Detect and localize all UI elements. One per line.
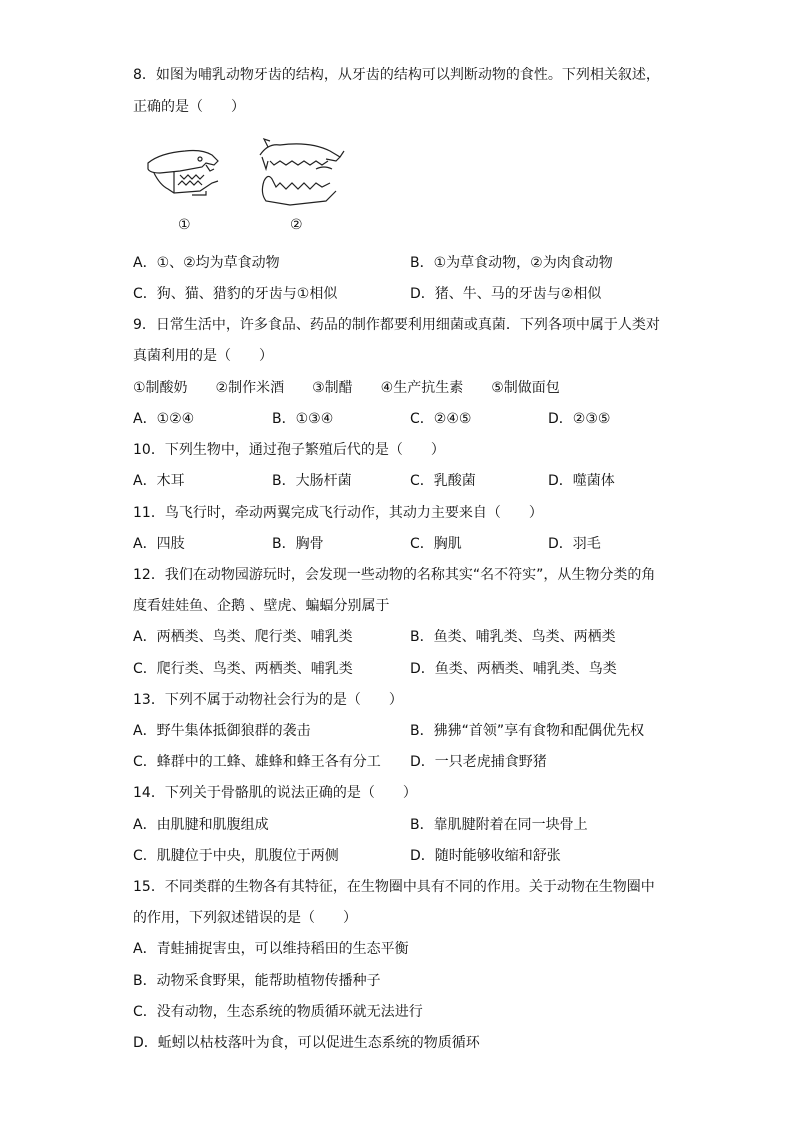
q12-option-a[interactable]: A．两栖类、鸟类、爬行类、哺乳类 [133, 629, 353, 645]
q13-option-a[interactable]: A．野牛集体抵御狼群的袭击 [133, 723, 311, 739]
q13-stem: 13．下列不属于动物社会行为的是（ ） [133, 692, 403, 708]
q15-stem-line1: 15．不同类群的生物各有其特征，在生物圈中具有不同的作用。关于动物在生物圈中 [133, 879, 655, 895]
q12-stem-line1: 12．我们在动物园游玩时，会发现一些动物的名称其实“名不符实”，从生物分类的角 [133, 567, 656, 583]
q13-option-b[interactable]: B．狒狒“首领”享有食物和配偶优先权 [410, 723, 645, 739]
q9-stem-line1: 9．日常生活中，许多食品、药品的制作都要利用细菌或真菌．下列各项中属于人类对 [133, 317, 660, 333]
q15-option-a[interactable]: A．青蛙捕捉害虫，可以维持稻田的生态平衡 [133, 941, 409, 957]
q11-option-c[interactable]: C．胸肌 [410, 536, 462, 552]
q12-option-d[interactable]: D．鱼类、两栖类、哺乳类、鸟类 [410, 661, 617, 677]
q8-option-c[interactable]: C．狗、猫、猎豹的牙齿与①相似 [133, 286, 338, 302]
q9-option-c[interactable]: C．②④⑤ [410, 411, 472, 427]
q10-option-b[interactable]: B．大肠杆菌 [272, 473, 352, 489]
q8-option-b[interactable]: B．①为草食动物，②为肉食动物 [410, 255, 613, 271]
q15-option-c[interactable]: C．没有动物，生态系统的物质循环就无法进行 [133, 1004, 423, 1020]
q8-option-d[interactable]: D．猪、牛、马的牙齿与②相似 [410, 286, 602, 302]
q8-stem-line2: 正确的是（ ） [133, 99, 245, 115]
q14-option-b[interactable]: B．靠肌腱附着在同一块骨上 [410, 817, 588, 833]
carnivore-skull-icon [260, 139, 344, 205]
q10-option-c[interactable]: C．乳酸菌 [410, 473, 476, 489]
q10-option-a[interactable]: A．木耳 [133, 473, 185, 489]
figure-label-1: ① [178, 217, 191, 233]
skull-teeth-drawing [140, 135, 360, 235]
q10-option-d[interactable]: D．噬菌体 [548, 473, 615, 489]
q10-stem: 10．下列生物中，通过孢子繁殖后代的是（ ） [133, 442, 445, 458]
q14-option-d[interactable]: D．随时能够收缩和舒张 [410, 848, 561, 864]
q14-stem: 14．下列关于骨骼肌的说法正确的是（ ） [133, 785, 417, 801]
q8-stem-line1: 8．如图为哺乳动物牙齿的结构，从牙齿的结构可以判断动物的食性。下列相关叙述， [133, 67, 660, 83]
q14-option-a[interactable]: A．由肌腱和肌腹组成 [133, 817, 269, 833]
q8-option-a[interactable]: A．①、②均为草食动物 [133, 255, 280, 271]
q15-stem-line2: 的作用，下列叙述错误的是（ ） [133, 910, 357, 926]
q15-option-d[interactable]: D．蚯蚓以枯枝落叶为食，可以促进生态系统的物质循环 [133, 1035, 480, 1051]
q15-option-b[interactable]: B．动物采食野果，能帮助植物传播种子 [133, 973, 381, 989]
q12-stem-line2: 度看娃娃鱼、企鹅 、壁虎、蝙蝠分别属于 [133, 598, 390, 614]
q9-items: ①制酸奶 ②制作米酒 ③制醋 ④生产抗生素 ⑤制做面包 [133, 380, 560, 396]
q9-option-a[interactable]: A．①②④ [133, 411, 195, 427]
q11-stem: 11．鸟飞行时，牵动两翼完成飞行动作，其动力主要来自（ ） [133, 505, 543, 521]
q11-option-b[interactable]: B．胸骨 [272, 536, 324, 552]
q9-stem-line2: 真菌利用的是（ ） [133, 348, 273, 364]
q9-option-b[interactable]: B．①③④ [272, 411, 334, 427]
q13-option-d[interactable]: D．一只老虎捕食野猪 [410, 754, 547, 770]
q9-option-d[interactable]: D．②③⑤ [548, 411, 611, 427]
q11-option-a[interactable]: A．四肢 [133, 536, 185, 552]
q11-option-d[interactable]: D．羽毛 [548, 536, 601, 552]
q13-option-c[interactable]: C．蜂群中的工蜂、雄蜂和蜂王各有分工 [133, 754, 381, 770]
q12-option-c[interactable]: C．爬行类、鸟类、两栖类、哺乳类 [133, 661, 353, 677]
q14-option-c[interactable]: C．肌腱位于中央，肌腹位于两侧 [133, 848, 339, 864]
teeth-figure [140, 135, 360, 235]
figure-label-2: ② [290, 217, 303, 233]
herbivore-skull-icon [148, 151, 218, 196]
q12-option-b[interactable]: B．鱼类、哺乳类、鸟类、两栖类 [410, 629, 616, 645]
